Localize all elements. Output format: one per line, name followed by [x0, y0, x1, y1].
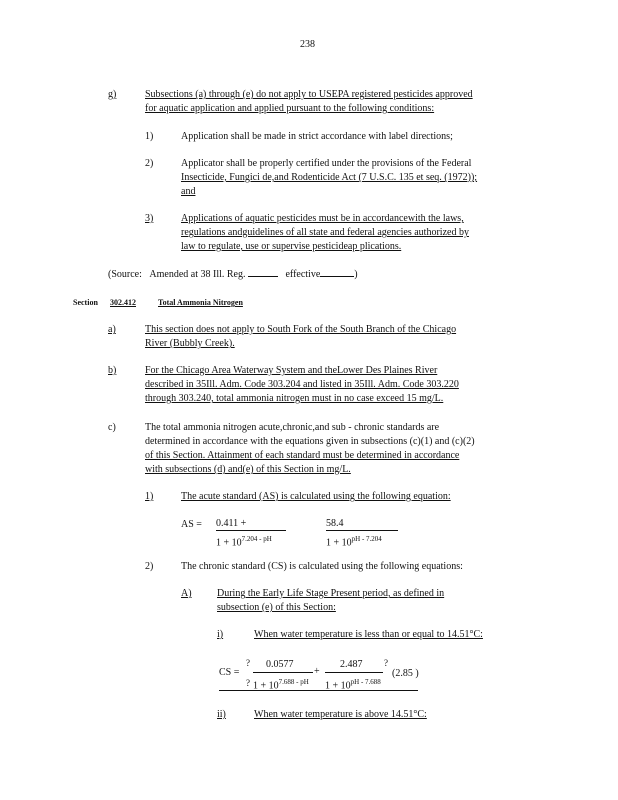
subsection-b-line-3: through 303.240, total ammonia nitrogen must in no case exceed 15 mg/L.: [145, 393, 444, 404]
g-item-2-line-3: and: [181, 186, 196, 197]
g-item-2-number: 2): [145, 158, 154, 169]
cs-frac2-numerator: 2.487: [340, 659, 363, 670]
c1-number: 1): [145, 491, 154, 502]
acute-frac2-denominator: $1 + 10^{pH - 7.204}$: [326, 535, 382, 549]
source-note: (Source: Amended at 38 Ill. Reg. effective ): [108, 269, 358, 280]
cs-frac2-bar: [325, 672, 383, 673]
section-label: Section: [73, 298, 98, 307]
subsection-c-line-2: determined in accordance with the equations given in subsections (c)(1) and (c)(2): [145, 436, 475, 447]
g-item-2-line-1: Applicator shall be properly certified under the provisions of the Federal: [181, 158, 472, 169]
cs-bracket-left: ?: [246, 658, 250, 668]
section-number: 302.412: [110, 298, 136, 307]
subsection-b-line-1: For the Chicago Area Waterway System and theLower Des Plaines River: [145, 365, 438, 376]
subsection-a-line-2: River (Bubbly Creek).: [145, 338, 235, 349]
subsection-a-line-1: This section does not apply to South Fork of the South Branch of the Chicago: [145, 324, 457, 335]
acute-eq-lhs: AS =: [181, 519, 202, 530]
source-effective-blank: [320, 276, 354, 277]
c1-text: The acute standard (AS) is calculated using the following equation:: [181, 491, 451, 502]
g-item-1-number: 1): [145, 131, 154, 142]
g-item-1-text: Application shall be made in strict accordance with label directions;: [181, 131, 453, 142]
acute-frac2-numerator: 58.4: [326, 518, 344, 529]
cs-frac1-numerator: 0.0577: [266, 659, 294, 670]
acute-frac1-bar: [216, 530, 286, 531]
g-item-2-line-2: Insecticide, Fungici de,and Rodenticide Act (7 U.S.C. 135 et seq. (1972));: [181, 172, 478, 183]
g-item-3-line-2: regulations andguidelines of all state and federal agencies authorized by: [181, 227, 469, 238]
subsection-b-label: b): [108, 365, 117, 376]
page-number: 238: [300, 39, 315, 50]
subsection-g-intro-line-2: for aquatic application and applied pursuant to the following conditions:: [145, 103, 435, 114]
cs-plus: +: [314, 666, 320, 677]
g-item-3-number: 3): [145, 213, 154, 224]
cs-eq-lhs: CS =: [219, 667, 240, 678]
subsection-g-intro-line-1: Subsections (a) through (e) do not apply to USEPA registered pesticides approved: [145, 89, 473, 100]
section-title: Total Ammonia Nitrogen: [158, 298, 243, 307]
acute-frac2-bar: [326, 530, 398, 531]
subsection-c-line-1: The total ammonia nitrogen acute,chronic,and sub - chronic standards are: [145, 422, 440, 433]
subsection-a-label: a): [108, 324, 116, 335]
cs-bracket-left-lower: ?: [246, 678, 250, 688]
c2-A-label: A): [181, 588, 192, 599]
subsection-g-label: g): [108, 89, 117, 100]
c2-ii-text: When water temperature is above 14.51°C:: [254, 709, 427, 720]
acute-frac1-numerator: 0.411 +: [216, 518, 247, 529]
cs-frac2-denominator: $1 + 10^{pH - 7.688}$: [325, 678, 381, 692]
cs-tail: (2.85 ): [392, 668, 419, 679]
c2-i-text: When water temperature is less than or equal to 14.51°C:: [254, 629, 483, 640]
cs-bracket-right: ?: [384, 658, 388, 668]
c2-ii-label: ii): [217, 709, 226, 720]
subsection-c-line-3: of this Section. Attainment of each standard must be determined in accordance: [145, 450, 460, 461]
acute-frac1-denominator: $1 + 10^{7.204 - pH}$: [216, 535, 272, 549]
c2-A-line-2: subsection (e) of this Section:: [217, 602, 336, 613]
subsection-c-line-4: with subsections (d) and(e) of this Section in mg/L.: [145, 464, 351, 475]
cs-underline: [219, 690, 418, 691]
subsection-c-label: c): [108, 422, 116, 433]
g-item-3-line-1: Applications of aquatic pesticides must be in accordancewith the laws,: [181, 213, 464, 224]
c2-number: 2): [145, 561, 154, 572]
source-date-blank: [248, 276, 278, 277]
g-item-3-line-3: law to regulate, use or supervise pesticideap plications.: [181, 241, 402, 252]
c2-A-line-1: During the Early Life Stage Present period, as defined in: [217, 588, 445, 599]
c2-i-label: i): [217, 629, 224, 640]
subsection-b-line-2: described in 35Ill. Adm. Code 303.204 and listed in 35Ill. Adm. Code 303.220: [145, 379, 459, 390]
c2-text: The chronic standard (CS) is calculated using the following equations:: [181, 561, 463, 572]
cs-frac1-denominator: $1 + 10^{7.688 - pH}$: [253, 678, 309, 692]
cs-frac1-bar: [253, 672, 313, 673]
